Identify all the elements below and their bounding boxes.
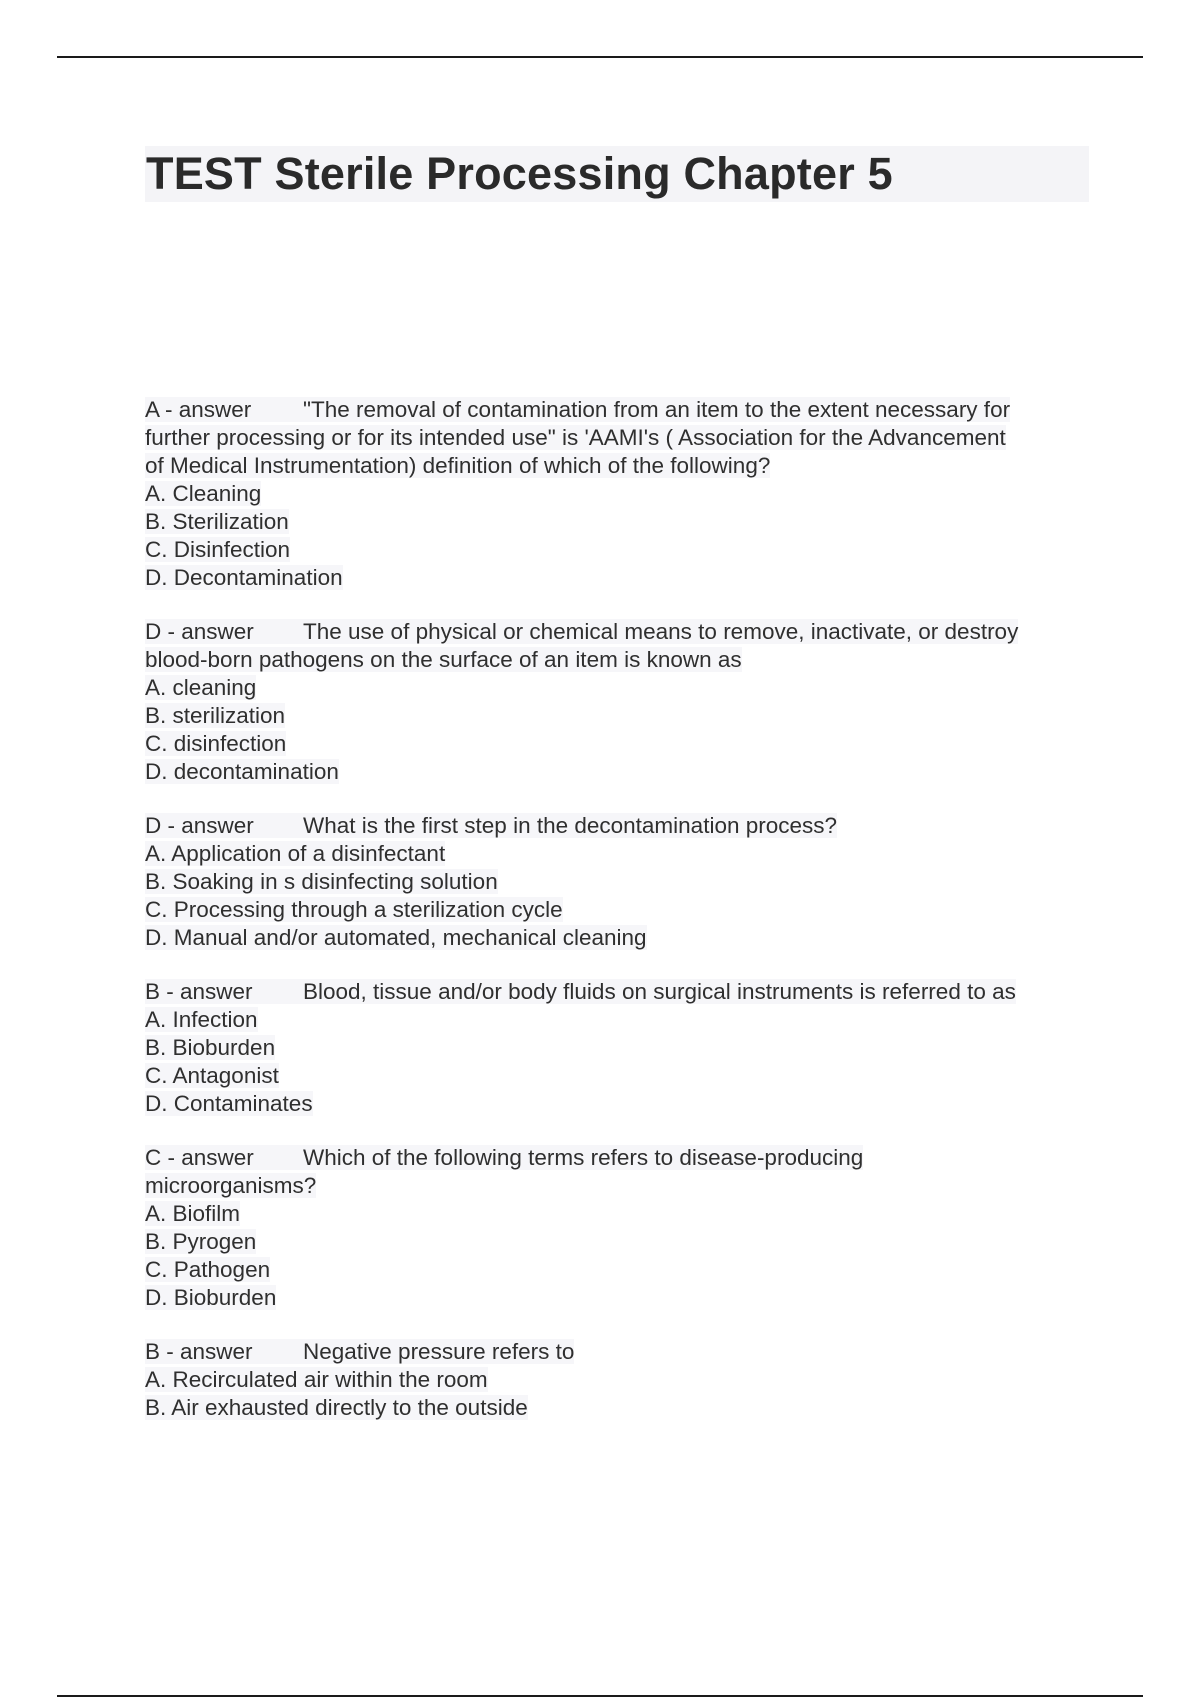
option: B. Pyrogen: [145, 1229, 257, 1254]
question-text: Negative pressure refers to: [303, 1339, 575, 1364]
question-first-line: [145, 1338, 1085, 1366]
question-text: further processing or for its intended use" is 'AAMI's ( Association for the Advancement: [145, 425, 1006, 450]
option: D. Contaminates: [145, 1091, 313, 1116]
question-block: [145, 1338, 1085, 1422]
question-text: of Medical Instrumentation) definition of which of the following?: [145, 453, 771, 478]
option: B. Air exhausted directly to the outside: [145, 1395, 528, 1420]
question-block: [145, 812, 1085, 952]
answer-key: B - answer: [145, 979, 253, 1004]
question-list: [145, 396, 1085, 1448]
question-text: Which of the following terms refers to disease-producing: [303, 1145, 864, 1170]
question-text: "The removal of contamination from an item to the extent necessary for: [303, 397, 1011, 422]
question-first-line: [145, 812, 1085, 840]
question-block: [145, 396, 1085, 592]
option: B. Bioburden: [145, 1035, 276, 1060]
bottom-rule: [57, 1695, 1143, 1697]
question-text: blood-born pathogens on the surface of an item is known as: [145, 647, 742, 672]
option: A. Recirculated air within the room: [145, 1367, 488, 1392]
question-first-line: [145, 396, 1085, 424]
question-text: microorganisms?: [145, 1173, 317, 1198]
option: C. Processing through a sterilization cycle: [145, 897, 563, 922]
option: C. disinfection: [145, 731, 287, 756]
question-text: The use of physical or chemical means to remove, inactivate, or destroy: [303, 619, 1019, 644]
option: A. Infection: [145, 1007, 258, 1032]
option: A. Application of a disinfectant: [145, 841, 446, 866]
option: C. Antagonist: [145, 1063, 279, 1088]
top-rule: [57, 56, 1143, 58]
option: A. cleaning: [145, 675, 257, 700]
question-text: What is the first step in the decontamination process?: [303, 813, 838, 838]
question-text: Blood, tissue and/or body fluids on surgical instruments is referred to as: [303, 979, 1016, 1004]
answer-key: D - answer: [145, 619, 254, 644]
option: D. Bioburden: [145, 1285, 277, 1310]
option: D. decontamination: [145, 759, 339, 784]
option: B. Sterilization: [145, 509, 289, 534]
question-first-line: [145, 978, 1085, 1006]
option: B. sterilization: [145, 703, 286, 728]
question-block: [145, 618, 1085, 786]
question-first-line: [145, 618, 1085, 646]
option: D. Decontamination: [145, 565, 343, 590]
option: C. Disinfection: [145, 537, 291, 562]
answer-key: C - answer: [145, 1145, 254, 1170]
question-block: [145, 1144, 1085, 1312]
answer-key: B - answer: [145, 1339, 253, 1364]
option: D. Manual and/or automated, mechanical cleaning: [145, 925, 647, 950]
option: B. Soaking in s disinfecting solution: [145, 869, 498, 894]
answer-key: A - answer: [145, 397, 252, 422]
answer-key: D - answer: [145, 813, 254, 838]
option: C. Pathogen: [145, 1257, 271, 1282]
option: A. Biofilm: [145, 1201, 241, 1226]
document-title: TEST Sterile Processing Chapter 5: [146, 148, 893, 199]
question-first-line: [145, 1144, 1085, 1172]
question-block: [145, 978, 1085, 1118]
option: A. Cleaning: [145, 481, 262, 506]
